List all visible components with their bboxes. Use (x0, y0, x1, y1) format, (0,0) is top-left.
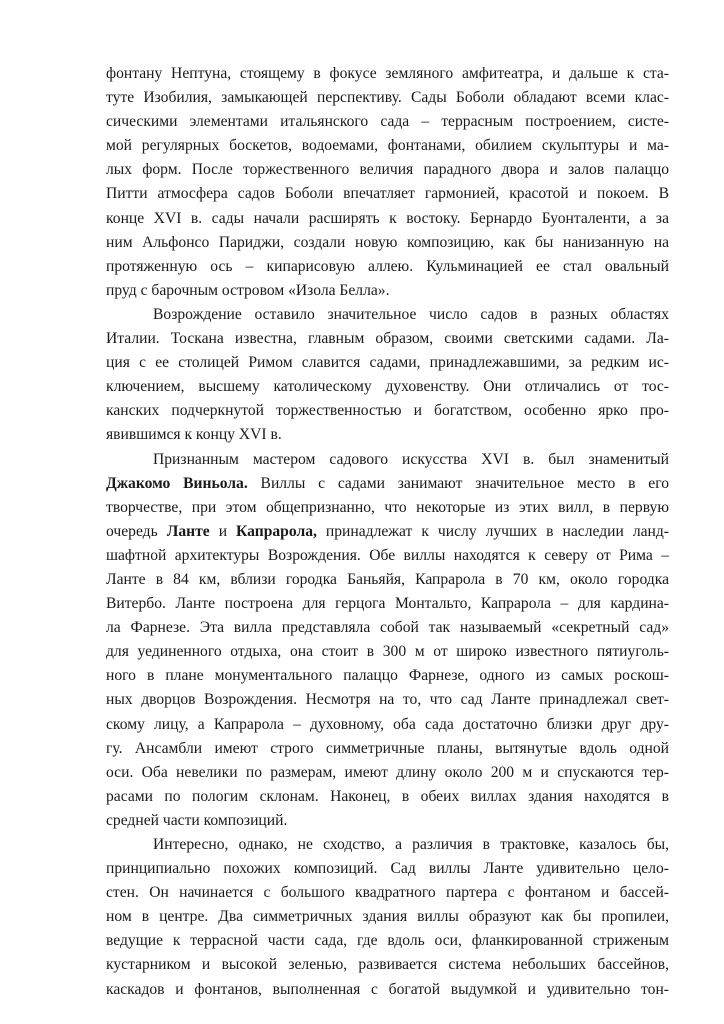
text-line: ним Альфонсо Париджи, создали новую композицию, как бы нанизанную на (106, 233, 669, 251)
text-line: ном в центре. Два симметричных здания виллы образуют как бы пропилеи, (106, 908, 669, 926)
text-line: каскадов и фонтанов, выполненная с богатой выдумкой и удивительно тон- (106, 980, 669, 998)
text-line: сическими элементами итальянского сада – террасным построением, систе- (106, 113, 669, 131)
text-line: стен. Он начинается с большого квадратного партера с фонтаном и бассей- (106, 884, 669, 902)
bold-name-caprarola: Капрарола, (236, 522, 317, 540)
text-line: Витербо. Ланте построена для герцога Монтальто, Капрарола – для кардина- (106, 595, 669, 613)
paragraph-1 (106, 62, 669, 303)
text-line: мой регулярных боскетов, водоемами, фонтанами, обилием скульптуры и ма- (106, 137, 669, 155)
text-line: творчестве, при этом общепризнанно, что некоторые из этих вилл, в первую (106, 498, 669, 516)
text-line: Интересно, однако, не сходство, а различия в трактовке, казалось бы, (153, 836, 669, 853)
text-line: скому лицу, а Капрарола – духовному, оба сада достаточно близки друг дру- (106, 715, 669, 733)
text-line: ключением, высшему католическому духовенству. Они отличались от тос- (106, 378, 669, 396)
text-line: протяженную ось – кипарисовую аллею. Кульминацией ее стал овальный (106, 257, 669, 275)
text-run: очередь (106, 522, 167, 540)
text-line: кустарником и высокой зеленью, развивается система небольших бассейнов, (106, 956, 669, 974)
text-line: фонтану Нептуна, стоящему в фокусе земляного амфитеатра, и дальше к ста- (106, 65, 669, 82)
text-line: ведущие к террасной части сада, где вдоль оси, фланкированной стриженым (106, 932, 669, 950)
text-run: Виллы с садами занимают значительное место в его (247, 474, 669, 492)
text-line: ла Фарнезе. Эта вилла представляла собой так называемый «секретный сад» (106, 619, 669, 637)
text-line: для уединенного отдыха, она стоит в 300 м от широко известного пятиуголь- (106, 643, 669, 661)
text-line: шафтной архитектуры Возрождения. Обе виллы находятся к северу от Рима – (106, 546, 669, 564)
text-line: гу. Ансамбли имеют строго симметричные планы, вытянутые вдоль одной (106, 739, 669, 757)
text-run: принадлежат к числу лучших в наследии ланд- (316, 522, 669, 540)
text-line: явившимся к концу XVI в. (106, 426, 282, 444)
text-line: Признанным мастером садового искусства XVI в. был знаменитый (153, 450, 669, 468)
text-line: канских подчеркнутой торжественностью и богатством, особенно ярко про- (106, 402, 669, 420)
text-line: Возрождение оставило значительное число садов в разных областях (153, 305, 669, 323)
text-line: оси. Оба невелики по размерам, имеют длину около 200 м и спускаются тер- (106, 763, 669, 781)
paragraph-2 (106, 303, 669, 448)
text-line: пруд с барочным островом «Изола Белла». (106, 281, 390, 299)
text-run: и (209, 522, 237, 540)
text-line: Ланте в 84 км, вблизи городка Баньяйя, Капрарола в 70 км, около городка (106, 570, 669, 588)
text-line: конце XVI в. сады начали расширять к востоку. Бернардо Буонталенти, а за (106, 209, 669, 227)
paragraph-3 (106, 448, 669, 834)
text-line: ных дворцов Возрождения. Несмотря на то, что сад Ланте принадлежал свет- (106, 691, 669, 709)
text-line (106, 520, 669, 544)
text-line: принципиально похожих композиций. Сад виллы Ланте удивительно цело- (106, 860, 669, 878)
paragraph-4 (106, 833, 669, 1002)
text-line: лых форм. После торжественного величия парадного двора и залов палаццо (106, 161, 669, 179)
document-page (106, 62, 669, 1002)
text-line: Питти атмосфера садов Боболи впечатляет гармонией, красотой и покоем. В (106, 185, 669, 203)
text-line: ция с ее столицей Римом славится садами, принадлежавшими, за редким ис- (106, 354, 669, 372)
text-line: Италии. Тоскана известна, главным образом, своими светскими садами. Ла- (106, 330, 669, 348)
text-line (106, 472, 669, 496)
text-line: средней части композиций. (106, 811, 288, 829)
bold-name-lante: Ланте (166, 522, 210, 540)
bold-name-vignola: Джакомо Виньола. (106, 474, 248, 492)
text-line: тутe Изобилия, замыкающей перспективу. Сады Боболи обладают всеми клас- (106, 89, 669, 107)
text-line: расами по пологим склонам. Наконец, в обеих виллах здания находятся в (106, 787, 669, 805)
text-line: ного в плане монументального палаццо Фарнезе, одного из самых роскош- (106, 667, 669, 685)
